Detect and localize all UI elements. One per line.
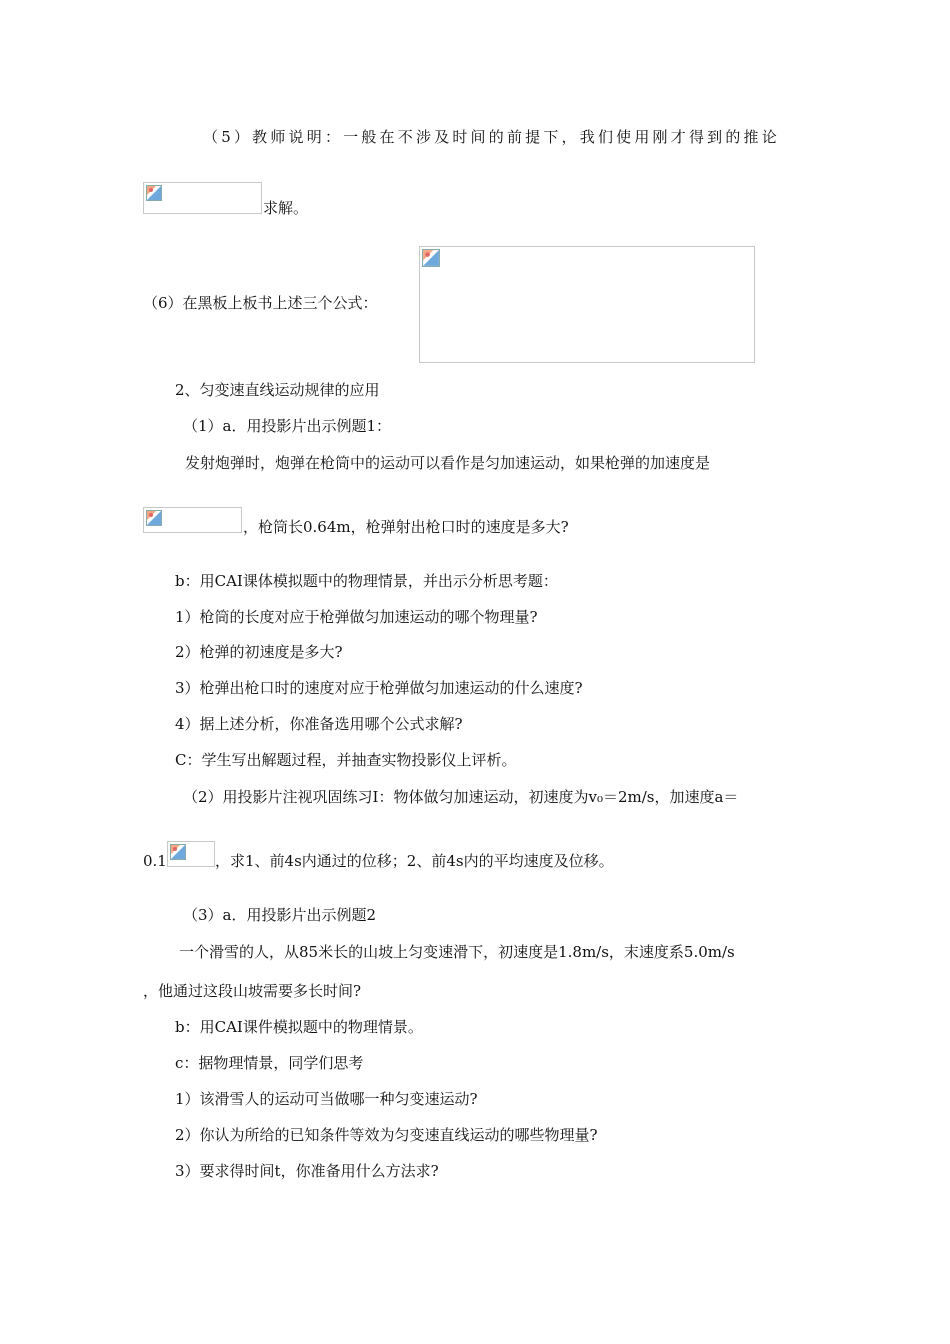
text-solve: 求解。 — [263, 199, 309, 217]
example-2-question: ，他通过这段山坡需要多长时间? — [143, 982, 362, 1000]
paragraph-blackboard: （6）在黑板上板书上述三个公式： — [143, 294, 378, 312]
practice-exercise: （2）用投影片注视巩固练习I：物体做匀加速运动，初速度为v₀＝2m/s，加速度a＝ — [183, 788, 739, 806]
practice-question: ，求1、前4s内通过的位移；2、前4s内的平均速度及位移。 — [215, 852, 614, 870]
practice-value-prefix: 0.1 — [143, 852, 167, 870]
step-c-think: c：据物理情景，同学们思考 — [175, 1054, 364, 1072]
broken-image-icon — [422, 249, 440, 267]
example-1-text: 发射炮弹时，炮弹在枪筒中的运动可以看作是匀加速运动，如果枪弹的加速度是 — [185, 454, 711, 472]
question-1: 1）枪筒的长度对应于枪弹做匀加速运动的哪个物理量? — [175, 608, 538, 626]
step-b-cai: b：用CAI课体模拟题中的物理情景，并出示分析思考题： — [175, 572, 558, 590]
acceleration-unit-image — [167, 841, 215, 867]
question-2-1: 1）该滑雪人的运动可当做哪一种匀变速运动? — [175, 1090, 478, 1108]
question-3: 3）枪弹出枪口时的速度对应于枪弹做匀加速运动的什么速度? — [175, 679, 583, 697]
question-2-3: 3）要求得时间t，你准备用什么方法求? — [175, 1162, 439, 1180]
question-2: 2）枪弹的初速度是多大? — [175, 643, 343, 661]
section-heading-application: 2、匀变速直线运动规律的应用 — [175, 381, 380, 399]
formula-image — [143, 182, 262, 214]
broken-image-icon — [146, 185, 162, 201]
example-1-intro: （1）a．用投影片出示例题1： — [183, 417, 392, 435]
broken-image-icon — [146, 510, 162, 526]
three-formulas-image — [419, 246, 755, 363]
acceleration-image — [143, 507, 242, 533]
example-1-question: ，枪筒长0.64m，枪弹射出枪口时的速度是多大? — [243, 518, 569, 536]
step-c-students: C：学生写出解题过程，并抽查实物投影仪上评析。 — [175, 751, 517, 769]
step-b-cai-2: b：用CAI课件模拟题中的物理情景。 — [175, 1018, 423, 1036]
question-4: 4）据上述分析，你准备选用哪个公式求解? — [175, 715, 463, 733]
broken-image-icon — [170, 844, 186, 860]
example-2-intro: （3）a．用投影片出示例题2 — [183, 906, 377, 924]
paragraph-teacher-note: （5）教师说明：一般在不涉及时间的前提下，我们使用刚才得到的推论 — [203, 128, 780, 146]
example-2-text: 一个滑雪的人，从85米长的山坡上匀变速滑下，初速度是1.8m/s，末速度系5.0m/s — [179, 943, 735, 961]
question-2-2: 2）你认为所给的已知条件等效为匀变速直线运动的哪些物理量? — [175, 1126, 598, 1144]
